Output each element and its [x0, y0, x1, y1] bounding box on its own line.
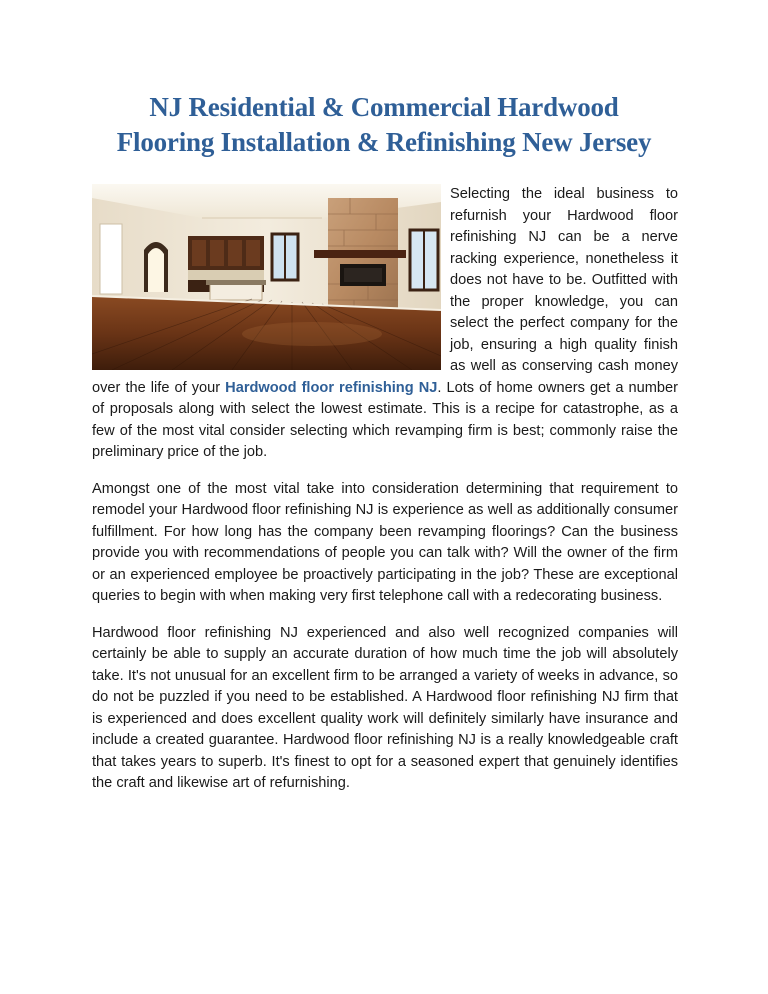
title-line-2: Flooring Installation & Refinishing New Jersey: [116, 127, 652, 157]
hardwood-floor-refinishing-link[interactable]: Hardwood floor refinishing NJ: [225, 379, 438, 396]
title-line-1: NJ Residential & Commercial Hardwood: [149, 92, 619, 122]
hardwood-room-photo: [92, 184, 441, 370]
page-title: [70, 90, 698, 160]
paragraph-1-text-start: Selecting the ideal business to refurnish your Hardwood floor refinishing NJ can be a nerve racking experience, nonetheless it does not have to be. Outfitted with the proper knowledge, you can select the perfect company for the job, ensuring a high quality finish as well as conserving cash money over the life of your: [92, 186, 678, 396]
paragraph-1-text-end: . Lots of home owners get a number of proposals along with select the lowest estimate. This is a recipe for catastrophe, as a few of the most vital consider selecting which revamping firm is best; commonly raise the preliminary price of the job.: [92, 379, 678, 460]
paragraph-3: Hardwood floor refinishing NJ experienced and also well recognized companies will certainly be able to supply an accurate duration of how much time the job will absolutely take. It's not unusual for an excellent firm to be arranged a variety of weeks in advance, so do not be puzzled if you need to be established. A Hardwood floor refinishing NJ firm that is experienced and does excellent quality work will definitely similarly have insurance and include a created guarantee. Hardwood floor refinishing NJ is a really knowledgeable craft that takes years to superb. It's finest to opt for a seasoned expert that genuinely identifies the craft and likewise art of refurnishing.: [92, 624, 678, 791]
article-body: [92, 184, 678, 810]
paragraph-2: Amongst one of the most vital take into consideration determining that requirement to remodel your Hardwood floor refinishing NJ is experience as well as additionally consumer fulfillment. For how long has the company been revamping floorings? Can the business provide you with recommendations of people you can talk with? Will the owner of the firm or an experienced employee be proactively participating in the job? These are exceptional queries to begin with when making very first telephone call with a redecorating business.: [92, 480, 678, 604]
